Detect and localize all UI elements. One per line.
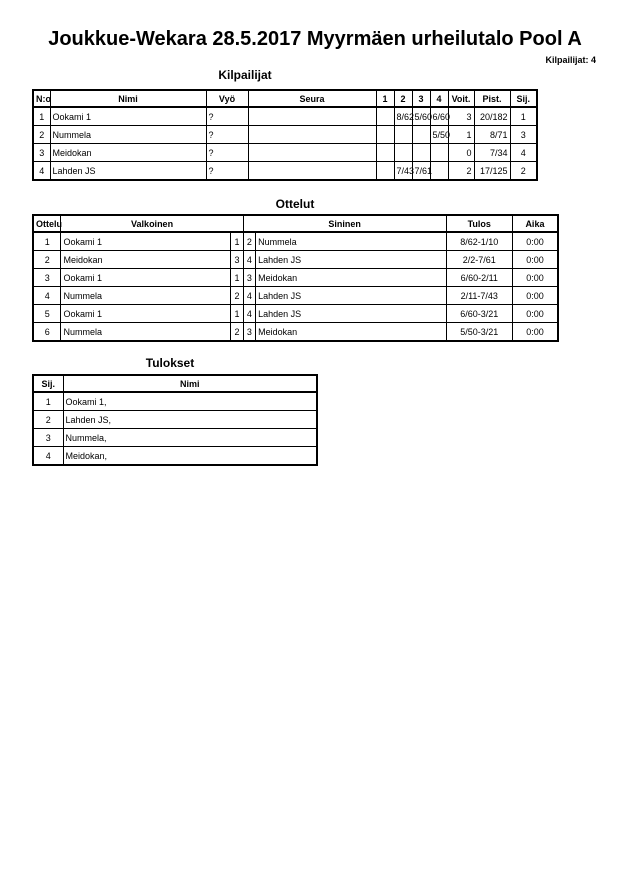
competitor-points: 20/182 xyxy=(474,107,510,126)
match-blue-name: Meidokan xyxy=(256,323,447,342)
competitor-round-1 xyxy=(376,144,394,162)
results-header-row xyxy=(33,375,317,392)
match-white-number: 1 xyxy=(231,305,243,323)
competitor-round-2: 8/62 xyxy=(394,107,412,126)
competitor-round-1 xyxy=(376,162,394,181)
match-white-number: 1 xyxy=(231,269,243,287)
match-result: 6/60-2/11 xyxy=(446,269,512,287)
competitor-round-2 xyxy=(394,126,412,144)
match-time: 0:00 xyxy=(512,305,558,323)
competitor-club xyxy=(248,126,376,144)
results-section-title: Tulokset xyxy=(145,356,195,370)
competitor-round-4 xyxy=(430,144,448,162)
competitor-round-2: 7/43 xyxy=(394,162,412,181)
competitor-round-3: 5/60 xyxy=(412,107,430,126)
result-rank: 2 xyxy=(33,411,63,429)
page-title: Joukkue-Wekara 28.5.2017 Myyrmäen urheilutalo Pool A xyxy=(48,28,582,50)
match-time: 0:00 xyxy=(512,269,558,287)
table-row xyxy=(33,126,537,144)
competitor-round-4: 5/50 xyxy=(430,126,448,144)
competitor-wins: 1 xyxy=(448,126,474,144)
match-white-name: Nummela xyxy=(61,287,231,305)
competitor-round-4: 6/60 xyxy=(430,107,448,126)
matches-section-title: Ottelut xyxy=(275,197,315,211)
match-time: 0:00 xyxy=(512,287,558,305)
competitor-no: 4 xyxy=(33,162,50,181)
competitor-round-4 xyxy=(430,162,448,181)
table-row xyxy=(33,447,317,466)
col-header-round-4: 4 xyxy=(430,90,448,107)
table-row xyxy=(33,251,558,269)
match-white-number: 2 xyxy=(231,323,243,342)
match-time: 0:00 xyxy=(512,232,558,251)
col-header-belt: Vyö xyxy=(206,90,248,107)
match-white-name: Meidokan xyxy=(61,251,231,269)
competitor-club xyxy=(248,144,376,162)
competitor-club xyxy=(248,162,376,181)
table-row xyxy=(33,162,537,181)
table-row xyxy=(33,305,558,323)
col-header-no: N:o xyxy=(33,90,50,107)
table-row xyxy=(33,429,317,447)
competitor-points: 17/125 xyxy=(474,162,510,181)
result-name: Meidokan, xyxy=(63,447,317,466)
competitors-header-row xyxy=(33,90,537,107)
competitor-name: Lahden JS xyxy=(50,162,206,181)
competitor-belt: ? xyxy=(206,107,248,126)
competitor-rank: 4 xyxy=(510,144,537,162)
match-result: 2/2-7/61 xyxy=(446,251,512,269)
col-header-name: Nimi xyxy=(63,375,317,392)
col-header-round-2: 2 xyxy=(394,90,412,107)
match-white-name: Ookami 1 xyxy=(61,232,231,251)
col-header-rank: Sij. xyxy=(33,375,63,392)
table-row xyxy=(33,232,558,251)
result-rank: 1 xyxy=(33,392,63,411)
col-header-points: Pist. xyxy=(474,90,510,107)
table-row xyxy=(33,107,537,126)
match-time: 0:00 xyxy=(512,251,558,269)
result-name: Ookami 1, xyxy=(63,392,317,411)
competitor-round-3 xyxy=(412,144,430,162)
match-blue-name: Meidokan xyxy=(256,269,447,287)
match-result: 6/60-3/21 xyxy=(446,305,512,323)
competitors-section-title: Kilpailijat xyxy=(218,68,272,82)
col-header-white: Valkoinen xyxy=(61,215,243,232)
result-name: Nummela, xyxy=(63,429,317,447)
col-header-rank: Sij. xyxy=(510,90,537,107)
competitor-no: 2 xyxy=(33,126,50,144)
competitor-name: Meidokan xyxy=(50,144,206,162)
competitor-rank: 2 xyxy=(510,162,537,181)
match-blue-name: Lahden JS xyxy=(256,305,447,323)
competitor-no: 1 xyxy=(33,107,50,126)
match-blue-number: 3 xyxy=(243,269,255,287)
table-row xyxy=(33,287,558,305)
match-blue-name: Nummela xyxy=(256,232,447,251)
col-header-wins: Voit. xyxy=(448,90,474,107)
result-name: Lahden JS, xyxy=(63,411,317,429)
competitor-round-3 xyxy=(412,126,430,144)
competitor-belt: ? xyxy=(206,126,248,144)
competitor-round-1 xyxy=(376,107,394,126)
col-header-match: Ottelu xyxy=(33,215,61,232)
col-header-blue: Sininen xyxy=(243,215,446,232)
competitor-round-2 xyxy=(394,144,412,162)
col-header-round-1: 1 xyxy=(376,90,394,107)
match-white-name: Nummela xyxy=(61,323,231,342)
match-white-number: 1 xyxy=(231,232,243,251)
competitor-rank: 3 xyxy=(510,126,537,144)
results-table xyxy=(32,374,318,466)
match-white-number: 2 xyxy=(231,287,243,305)
table-row xyxy=(33,392,317,411)
competitor-round-3: 7/61 xyxy=(412,162,430,181)
competitors-table xyxy=(32,89,538,181)
competitor-wins: 2 xyxy=(448,162,474,181)
competitor-name: Nummela xyxy=(50,126,206,144)
competitor-round-1 xyxy=(376,126,394,144)
col-header-name: Nimi xyxy=(50,90,206,107)
match-white-name: Ookami 1 xyxy=(61,269,231,287)
result-rank: 3 xyxy=(33,429,63,447)
match-result: 2/11-7/43 xyxy=(446,287,512,305)
match-result: 8/62-1/10 xyxy=(446,232,512,251)
match-result: 5/50-3/21 xyxy=(446,323,512,342)
competitor-belt: ? xyxy=(206,162,248,181)
result-rank: 4 xyxy=(33,447,63,466)
table-row xyxy=(33,411,317,429)
competitor-points: 7/34 xyxy=(474,144,510,162)
competitor-name: Ookami 1 xyxy=(50,107,206,126)
match-blue-number: 3 xyxy=(243,323,255,342)
match-white-name: Ookami 1 xyxy=(61,305,231,323)
match-blue-number: 2 xyxy=(243,232,255,251)
table-row xyxy=(33,323,558,342)
competitor-belt: ? xyxy=(206,144,248,162)
match-blue-number: 4 xyxy=(243,251,255,269)
match-time: 0:00 xyxy=(512,323,558,342)
match-blue-number: 4 xyxy=(243,287,255,305)
col-header-club: Seura xyxy=(248,90,376,107)
match-no: 2 xyxy=(33,251,61,269)
competitor-club xyxy=(248,107,376,126)
competitor-rank: 1 xyxy=(510,107,537,126)
competitor-no: 3 xyxy=(33,144,50,162)
col-header-result: Tulos xyxy=(446,215,512,232)
matches-header-row xyxy=(33,215,558,232)
match-no: 1 xyxy=(33,232,61,251)
competitor-wins: 0 xyxy=(448,144,474,162)
match-no: 4 xyxy=(33,287,61,305)
competitors-count: Kilpailijat: 4 xyxy=(545,55,596,65)
col-header-round-3: 3 xyxy=(412,90,430,107)
match-white-number: 3 xyxy=(231,251,243,269)
match-no: 3 xyxy=(33,269,61,287)
competitor-points: 8/71 xyxy=(474,126,510,144)
match-blue-number: 4 xyxy=(243,305,255,323)
table-row xyxy=(33,269,558,287)
match-no: 6 xyxy=(33,323,61,342)
match-no: 5 xyxy=(33,305,61,323)
matches-table xyxy=(32,214,559,342)
table-row xyxy=(33,144,537,162)
match-blue-name: Lahden JS xyxy=(256,287,447,305)
match-blue-name: Lahden JS xyxy=(256,251,447,269)
competitor-wins: 3 xyxy=(448,107,474,126)
col-header-time: Aika xyxy=(512,215,558,232)
